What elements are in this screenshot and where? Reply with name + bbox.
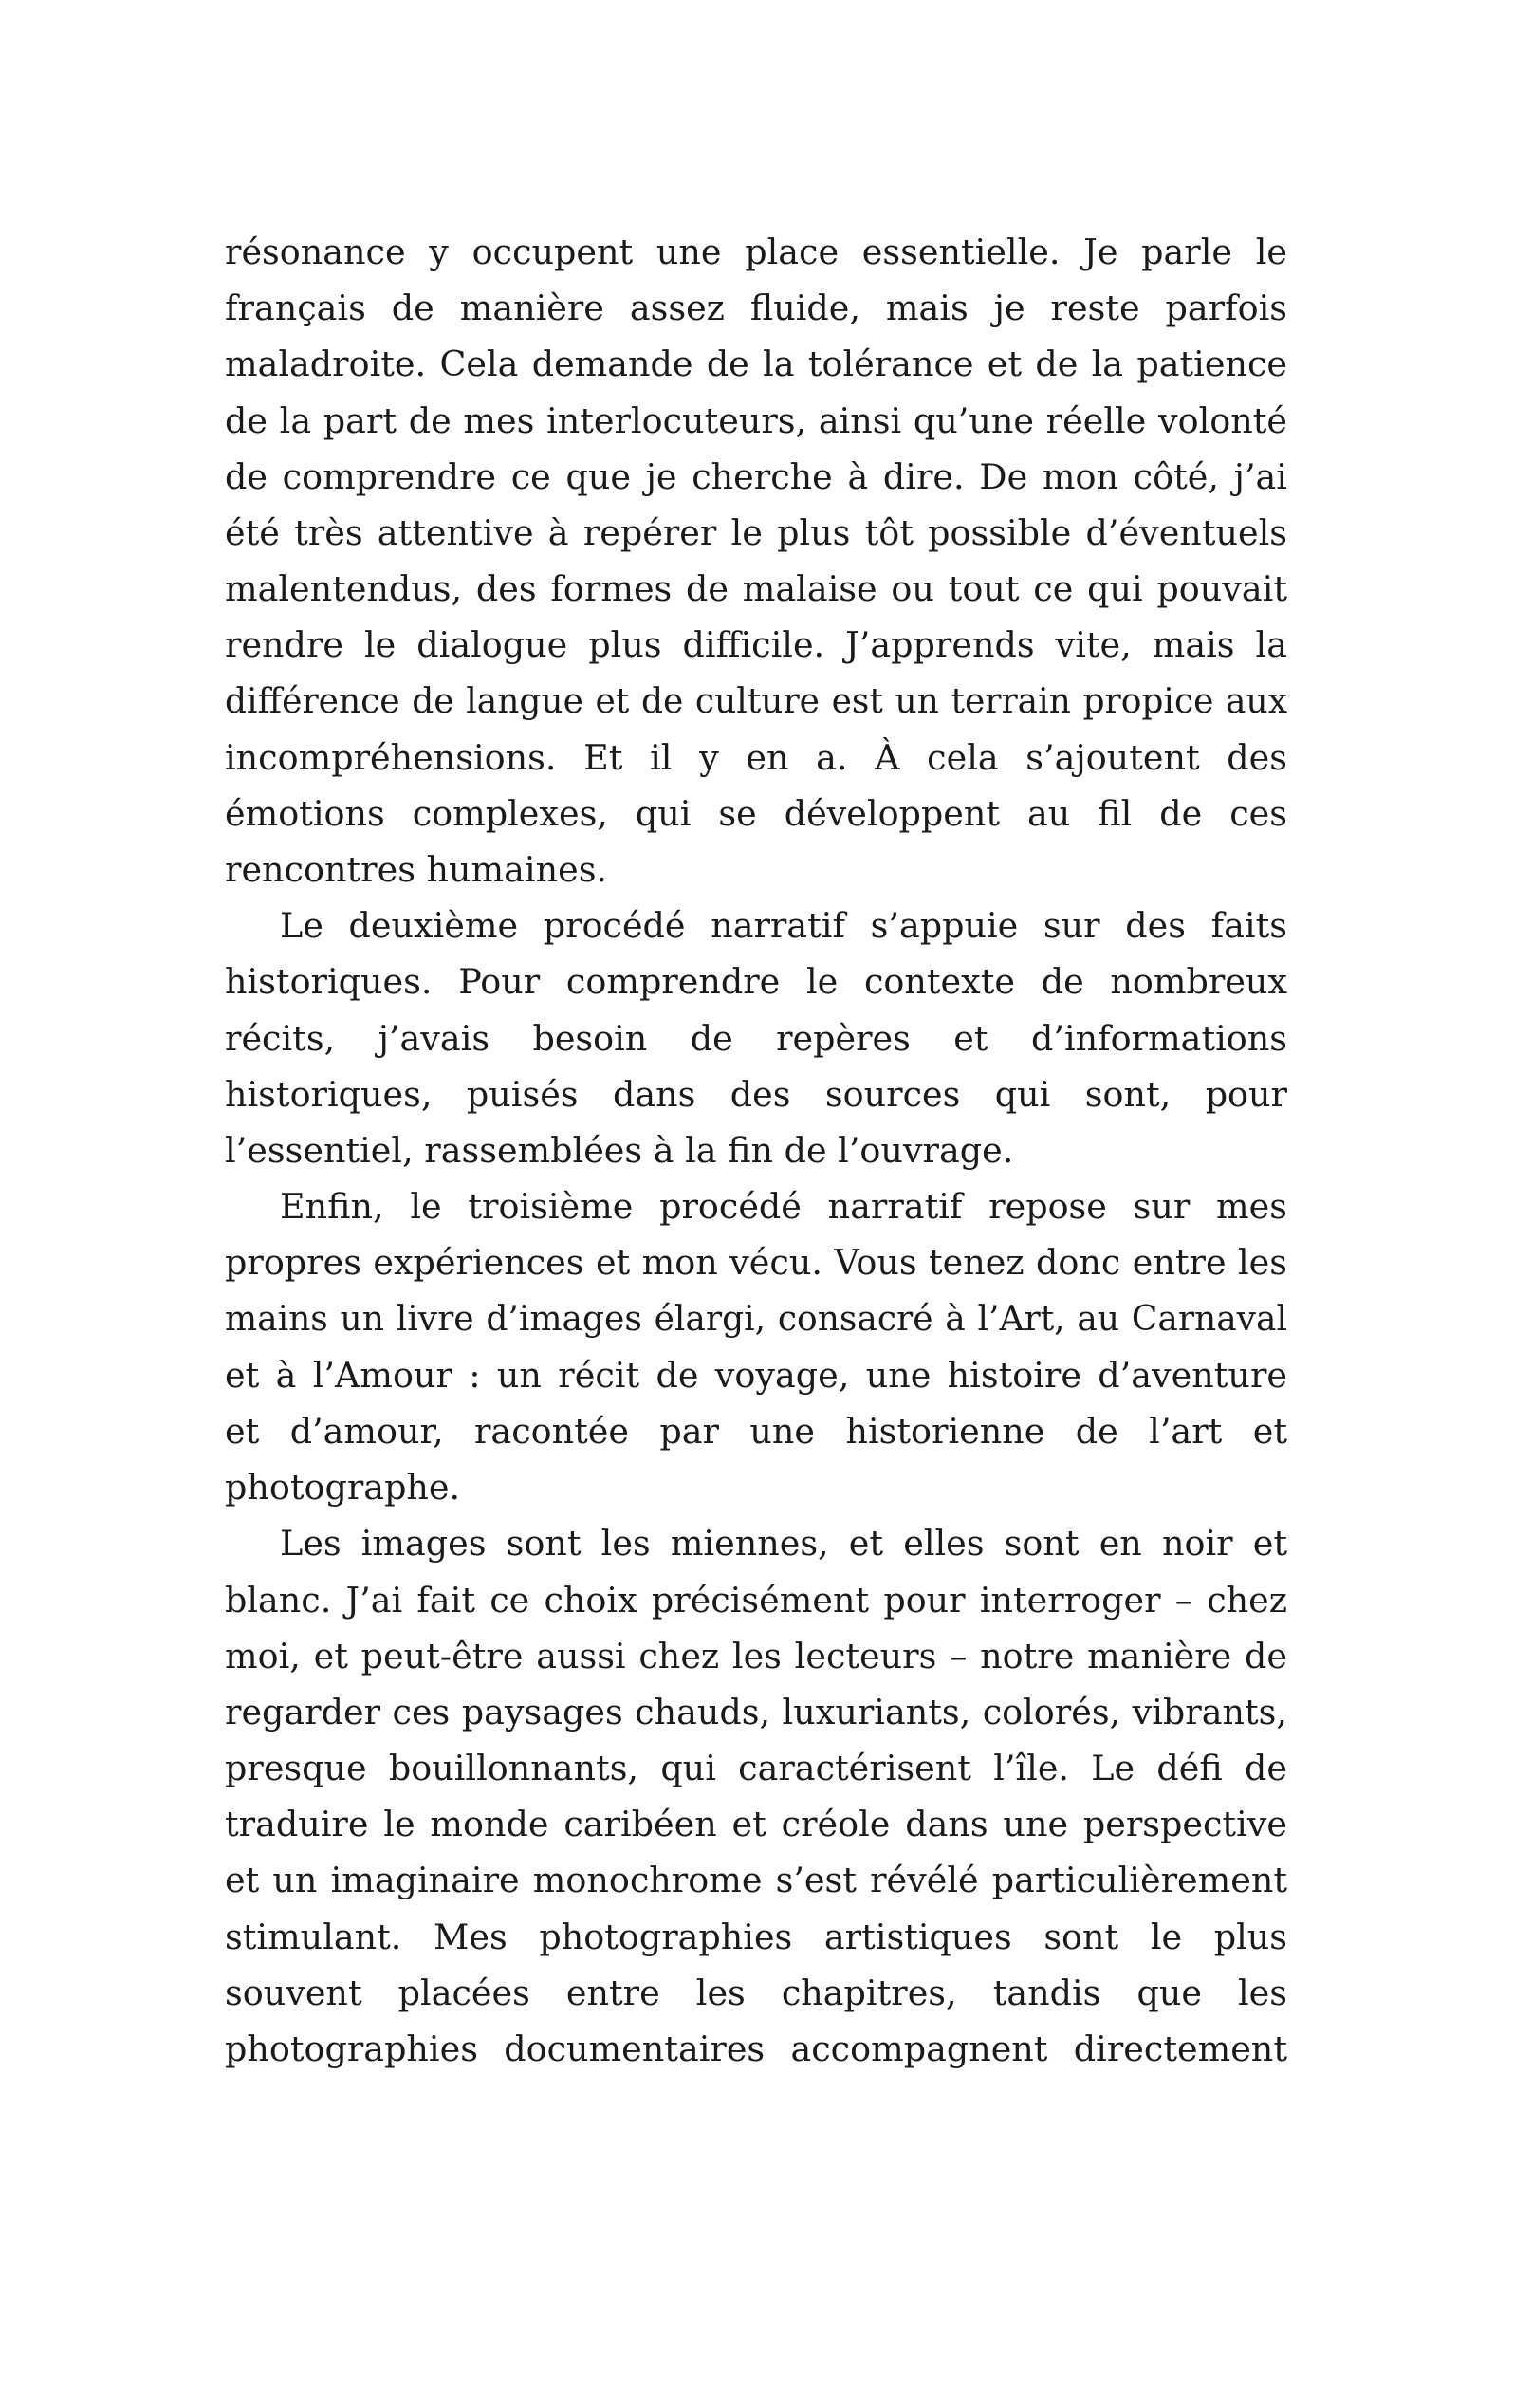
text-line: de comprendre ce que je cherche à dire. De mon côté, j’ai: [225, 455, 1287, 497]
text-line: résonance y occupent une place essentielle. Je parle le: [225, 232, 1287, 272]
text-line: été très attentive à repérer le plus tôt possible d’éventuels: [225, 511, 1287, 553]
text-line: propres expériences et mon vécu. Vous tenez donc entre les: [225, 1242, 1287, 1284]
text-line: historiques, puisés dans des sources qui sont, pour: [225, 1073, 1287, 1115]
text-line: blanc. J’ai fait ce choix précisément pour interroger – chez: [225, 1579, 1287, 1621]
text-line: traduire le monde caribéen et créole dans une perspective: [225, 1804, 1287, 1845]
text-line: photographe.: [225, 1467, 461, 1509]
text-line: mains un livre d’images élargi, consacré à l’Art, au Carnaval: [225, 1299, 1287, 1339]
text-line: presque bouillonnants, qui caractérisent l’île. Le défi de: [225, 1748, 1287, 1789]
text-line: de la part de mes interlocuteurs, ainsi qu’une réelle volonté: [225, 399, 1287, 441]
text-line: stimulant. Mes photographies artistiques sont le plus: [225, 1916, 1287, 1957]
body-text: [225, 224, 1287, 2077]
text-line: incompréhensions. Et il y en a. À cela s’ajoutent des: [225, 736, 1287, 778]
text-line: et à l’Amour : un récit de voyage, une histoire d’aventure: [225, 1354, 1287, 1396]
text-line: différence de langue et de culture est un terrain propice aux: [225, 681, 1287, 721]
text-line: et d’amour, racontée par une historienne de l’art et: [225, 1410, 1287, 1452]
text-line: Enfin, le troisième procédé narratif repose sur mes: [280, 1186, 1287, 1228]
text-line: rendre le dialogue plus difficile. J’apprends vite, mais la: [225, 624, 1287, 666]
text-line: rencontres humaines.: [225, 849, 608, 891]
text-line: historiques. Pour comprendre le contexte de nombreux: [225, 961, 1287, 1003]
text-line: photographies documentaires accompagnent directement: [225, 2028, 1287, 2069]
text-line: français de manière assez fluide, mais je reste parfois: [225, 287, 1287, 329]
text-line: émotions complexes, qui se développent au fil de ces: [225, 792, 1287, 834]
text-line: souvent placées entre les chapitres, tandis que les: [225, 1972, 1287, 2013]
text-line: l’essentiel, rassemblées à la fin de l’ouvrage.: [225, 1130, 1014, 1171]
text-line: regarder ces paysages chauds, luxuriants, colorés, vibrants,: [225, 1691, 1287, 1732]
text-line: moi, et peut-être aussi chez les lecteurs – notre manière de: [225, 1635, 1287, 1676]
text-line: Le deuxième procédé narratif s’appuie sur des faits: [280, 905, 1287, 947]
text-line: malentendus, des formes de malaise ou tout ce qui pouvait: [225, 568, 1287, 610]
text-line: Les images sont les miennes, et elles sont en noir et: [280, 1523, 1287, 1565]
text-line: récits, j’avais besoin de repères et d’informations: [225, 1017, 1287, 1059]
text-line: maladroite. Cela demande de la tolérance et de la patience: [225, 343, 1287, 385]
text-line: et un imaginaire monochrome s’est révélé particulièrement: [225, 1860, 1287, 1901]
